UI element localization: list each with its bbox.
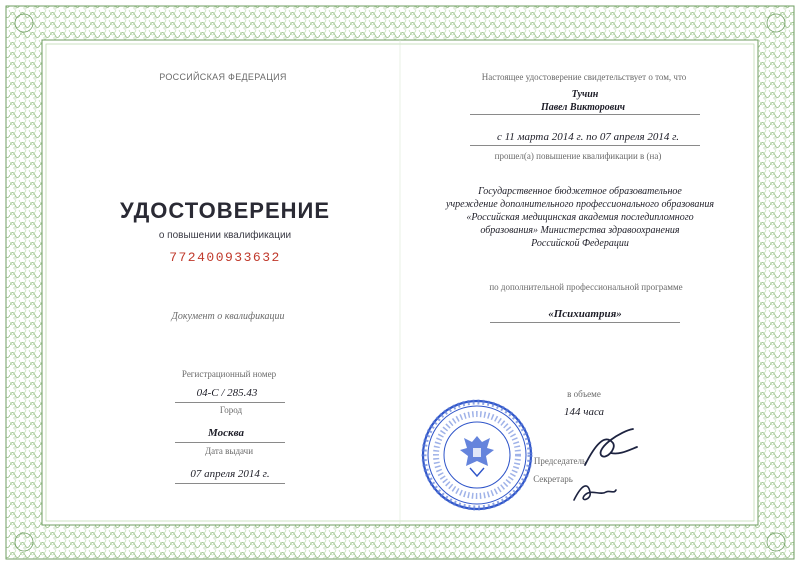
secretary-signature (570, 478, 620, 508)
intro-text: Настоящее удостоверение свидетельствует о том, что (481, 72, 687, 82)
registration-number: 04-С / 285.43 (196, 387, 258, 399)
divider (470, 114, 700, 115)
official-stamp (420, 398, 534, 512)
chair-signature (575, 425, 645, 473)
divider (470, 145, 700, 146)
serial-number: 772400933632 (169, 250, 281, 265)
certificate-subtitle: о повышении квалификации (158, 230, 292, 241)
chair-label: Председатель (533, 456, 587, 466)
hours-value: 144 часа (563, 406, 605, 418)
page-title: УДОСТОВЕРЕНИЕ (120, 198, 330, 223)
institution-line: Государственное бюджетное образовательное (478, 186, 682, 197)
secretary-label: Секретарь (533, 474, 573, 484)
holder-name: Павел Викторович (540, 102, 626, 113)
city-value: Москва (208, 427, 244, 439)
divider (175, 402, 285, 403)
institution-line: образования» Министерства здравоохранения (480, 225, 680, 236)
holder-surname: Тучин (571, 89, 599, 100)
city-label: Город (219, 405, 243, 415)
document-type-label: Документ о квалификации (171, 311, 285, 322)
volume-label: в объеме (567, 389, 601, 399)
country-label: РОССИЙСКАЯ ФЕДЕРАЦИЯ (159, 72, 287, 82)
issue-date-value: 07 апреля 2014 г. (190, 468, 270, 480)
institution-line: Российской Федерации (531, 238, 629, 249)
passed-label: прошел(а) повышение квалификации в (на) (494, 151, 662, 161)
program-name: «Психиатрия» (548, 308, 622, 320)
institution-name (446, 185, 714, 250)
institution-line: учреждение дополнительного профессионального образования (445, 199, 715, 210)
divider (175, 483, 285, 484)
training-period: с 11 марта 2014 г. по 07 апреля 2014 г. (496, 131, 680, 143)
program-label: по дополнительной профессиональной программе (489, 282, 683, 292)
divider (490, 322, 680, 323)
issue-date-label: Дата выдачи (204, 446, 254, 456)
divider (175, 442, 285, 443)
institution-line: «Российская медицинская академия последипломного (466, 212, 694, 223)
registration-label: Регистрационный номер (181, 369, 277, 379)
